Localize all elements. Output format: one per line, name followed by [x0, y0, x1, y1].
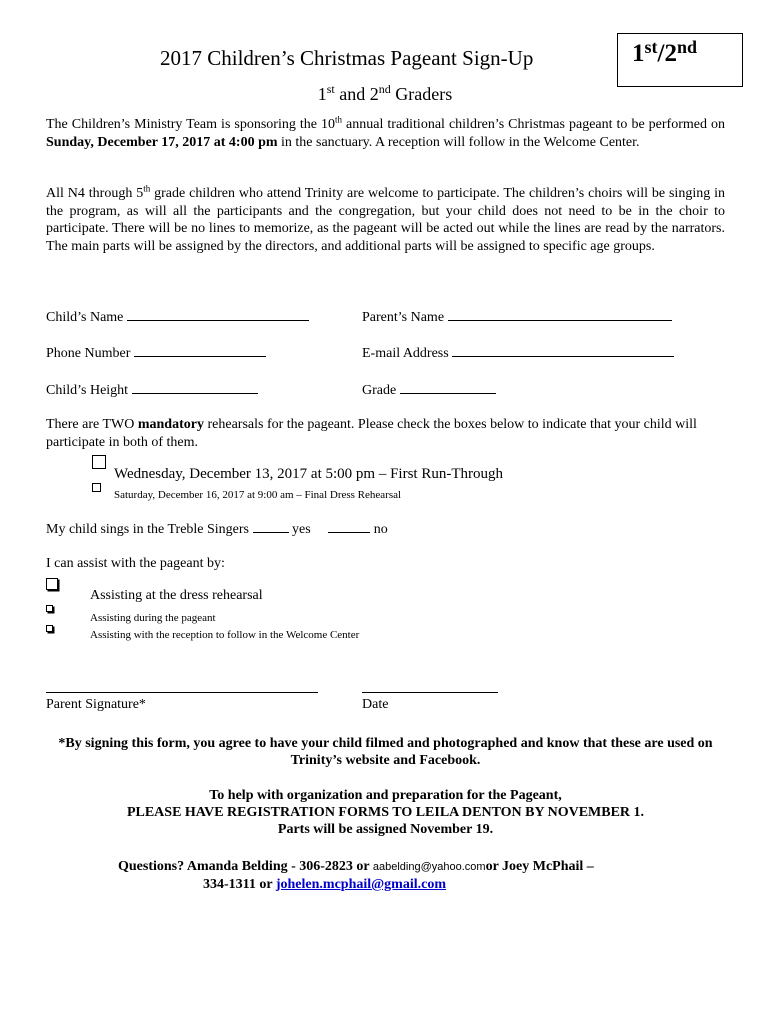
parent-signature-label: Parent Signature*	[46, 697, 146, 712]
grade-field[interactable]: Grade	[362, 381, 496, 399]
email-field[interactable]: E-mail Address	[362, 344, 674, 362]
grade-badge: 1st/2nd	[617, 33, 743, 87]
email-2-link[interactable]: johelen.mcphail@gmail.com	[275, 877, 446, 892]
date-label: Date	[362, 697, 389, 712]
parent-name-field[interactable]: Parent’s Name	[362, 308, 672, 326]
date-line[interactable]	[362, 692, 498, 693]
email-line[interactable]	[452, 344, 674, 357]
deadline-notice: To help with organization and preparation for the Pageant, PLEASE HAVE REGISTRATION FORMS TO LEILA DENTON BY NOVEMBER 1. Parts will be assigned November 19.	[126, 788, 645, 837]
assist-pageant-label: Assisting during the pageant	[90, 612, 216, 624]
parent-name-line[interactable]	[448, 308, 672, 321]
phone-field[interactable]: Phone Number	[46, 344, 266, 362]
assist-pageant-checkbox[interactable]	[46, 605, 53, 612]
contact-info: Questions? Amanda Belding - 306-2823 or aabelding@yahoo.comor Joey McPhail – 334-1311 or johelen.mcphail@gmail.com	[118, 859, 594, 892]
form-subtitle: 1st and 2nd Graders	[317, 82, 453, 104]
treble-yes-line[interactable]	[253, 520, 289, 533]
parent-signature-line[interactable]	[46, 692, 318, 693]
rehearsal-2-label: Saturday, December 16, 2017 at 9:00 am – Final Dress Rehearsal	[114, 489, 402, 501]
child-height-field[interactable]: Child’s Height	[46, 381, 258, 399]
assist-label: I can assist with the pageant by:	[46, 556, 225, 571]
intro-paragraph-2: All N4 through 5th grade children who attend Trinity are welcome to participate. The children’s choirs will be singing in the program, as will all the participants and the congregation, but your child does not need to be in the choir to participate. There will be no lines to memorize, as the pageant will be acted out while the lines are read by the narrators. The main parts will be assigned by the directors, and additional parts will be assigned to specific age groups.	[46, 183, 725, 254]
child-height-line[interactable]	[132, 381, 258, 394]
intro-paragraph-1: The Children’s Ministry Team is sponsoring the 10th annual traditional children’s Christmas pageant to be performed on Sunday, December 17, 2017 at 4:00 pm in the sanctuary. A reception will follow in the Welcome Center.	[46, 114, 726, 150]
rehearsal-intro: There are TWO mandatory rehearsals for the pageant. Please check the boxes below to indicate that your child will participate in both of them.	[46, 417, 697, 450]
assist-dress-rehearsal-label: Assisting at the dress rehearsal	[90, 588, 263, 603]
phone-line[interactable]	[134, 344, 266, 357]
consent-notice: *By signing this form, you agree to have your child filmed and photographed and know that these are used on Trinity’s website and Facebook.	[58, 736, 713, 768]
grade-line[interactable]	[400, 381, 496, 394]
rehearsal-2-checkbox[interactable]	[92, 483, 101, 492]
email-1-text[interactable]: aabelding@yahoo.com	[372, 861, 486, 873]
assist-reception-checkbox[interactable]	[46, 625, 53, 632]
treble-no-line[interactable]	[328, 520, 370, 533]
assist-reception-label: Assisting with the reception to follow in the Welcome Center	[90, 629, 360, 641]
rehearsal-1-checkbox[interactable]	[92, 455, 106, 469]
rehearsal-1-label: Wednesday, December 13, 2017 at 5:00 pm – First Run-Through	[114, 466, 503, 482]
treble-singers-question: My child sings in the Treble Singers yes no	[46, 522, 388, 537]
child-name-field[interactable]: Child’s Name	[46, 308, 309, 326]
child-name-line[interactable]	[127, 308, 309, 321]
assist-dress-rehearsal-checkbox[interactable]	[46, 578, 58, 590]
form-title: 2017 Children’s Christmas Pageant Sign-Up	[160, 46, 534, 70]
